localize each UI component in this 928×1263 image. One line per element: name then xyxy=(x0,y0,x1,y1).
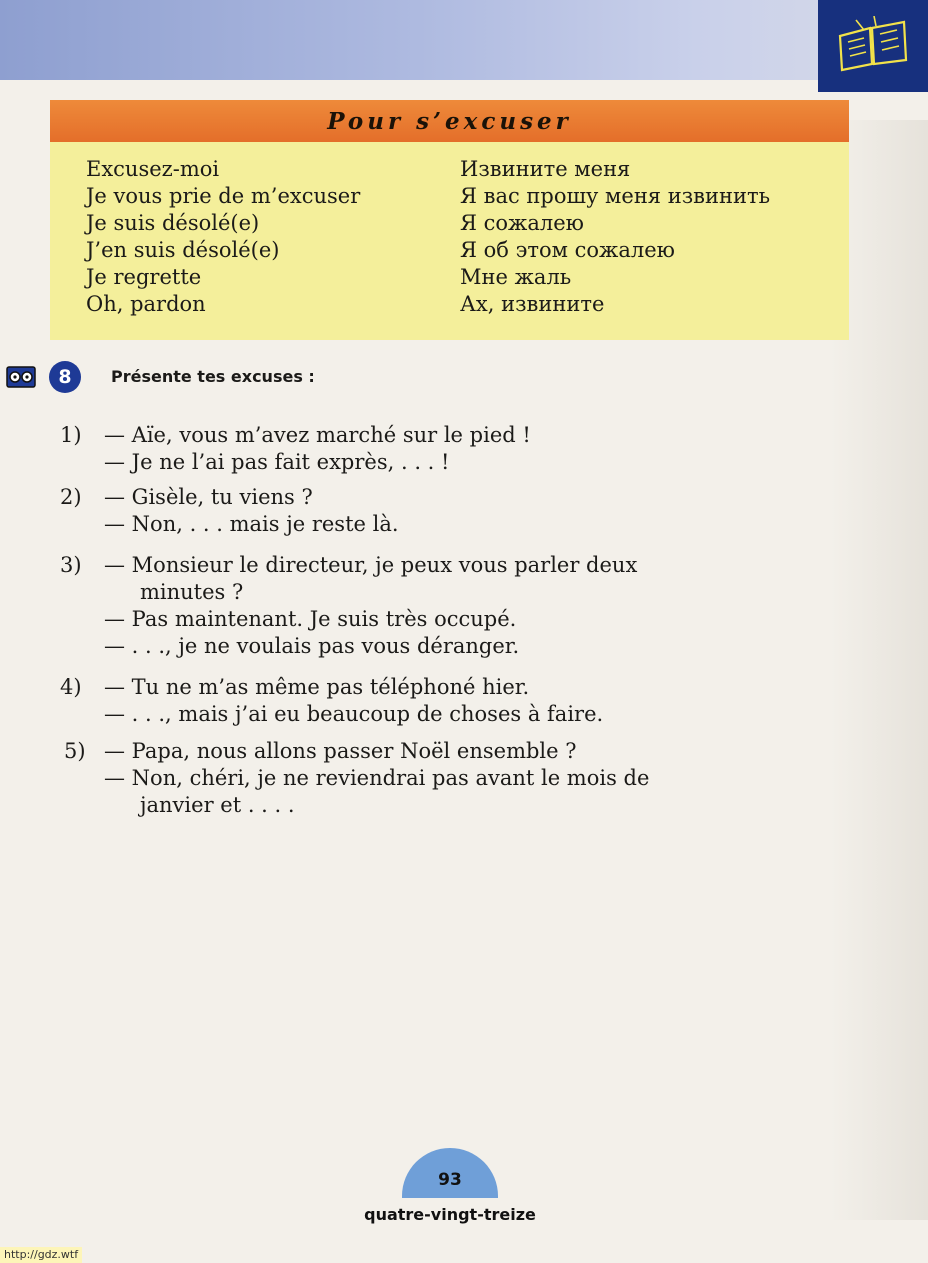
dialogue-item xyxy=(60,422,531,476)
russian-phrases xyxy=(460,156,770,318)
item-label: 1) xyxy=(60,423,82,447)
french-phrase: Je suis désolé(e) xyxy=(86,211,260,235)
dialogue-line: — Aïe, vous m’avez marché sur le pied ! xyxy=(104,423,531,447)
french-phrase: Oh, pardon xyxy=(86,292,206,316)
russian-phrase: Извините меня xyxy=(460,157,631,181)
russian-phrase: Я вас прошу меня извинить xyxy=(460,184,771,208)
dialogue-line: — Non, . . . mais je reste là. xyxy=(104,512,399,536)
dialogue-item xyxy=(60,674,604,728)
french-phrase: Je regrette xyxy=(86,265,202,289)
dialogue-line: — Papa, nous allons passer Noël ensemble ? xyxy=(104,739,577,763)
audio-cassette-icon xyxy=(6,366,36,388)
item-label: 5) xyxy=(64,739,86,763)
dialogue-line: — Monsieur le directeur, je peux vous parler deux xyxy=(104,553,638,577)
russian-phrase: Я об этом сожалею xyxy=(460,238,675,262)
russian-phrase: Мне жаль xyxy=(460,265,572,289)
french-phrase: J’en suis désolé(e) xyxy=(86,238,280,262)
dialogue-line: — Tu ne m’as même pas téléphoné hier. xyxy=(104,675,530,699)
dialogue-line: — . . ., je ne voulais pas vous déranger. xyxy=(104,634,520,658)
dialogue-item xyxy=(60,552,638,660)
dialogue-item xyxy=(64,738,650,819)
corner-section-badge xyxy=(818,0,928,92)
russian-phrase: Я сожалею xyxy=(460,211,584,235)
dialogue-line: — Gisèle, tu viens ? xyxy=(104,485,313,509)
item-label: 2) xyxy=(60,485,82,509)
dialogue-line: — . . ., mais j’ai eu beaucoup de choses à faire. xyxy=(104,702,604,726)
item-label: 4) xyxy=(60,675,82,699)
item-label: 3) xyxy=(60,553,82,577)
phrase-box xyxy=(50,100,849,340)
watermark-link[interactable]: http://gdz.wtf xyxy=(0,1247,82,1263)
russian-phrase: Ах, извините xyxy=(460,292,605,316)
dialogue-line: — Je ne l’ai pas fait exprès, . . . ! xyxy=(104,450,450,474)
phrase-box-title: Pour s’excuser xyxy=(50,100,849,142)
top-color-band xyxy=(0,0,928,80)
exercise-instruction: Présente tes excuses : xyxy=(111,367,315,386)
open-book-icon xyxy=(834,16,912,76)
page-number-words: quatre-vingt-treize xyxy=(364,1205,536,1224)
dialogue-line: — Pas maintenant. Je suis très occupé. xyxy=(104,607,517,631)
dialogue-line: minutes ? xyxy=(140,580,244,604)
dialogue-item xyxy=(60,484,399,538)
dialogue-line: janvier et . . . . xyxy=(140,793,295,817)
french-phrase: Je vous prie de m’excuser xyxy=(86,184,361,208)
french-phrases xyxy=(86,156,360,318)
exercise-number-badge: 8 xyxy=(49,361,81,393)
dialogue-line: — Non, chéri, je ne reviendrai pas avant le mois de xyxy=(104,766,650,790)
page-number-tab: 93 xyxy=(402,1148,498,1198)
french-phrase: Excusez-moi xyxy=(86,157,220,181)
